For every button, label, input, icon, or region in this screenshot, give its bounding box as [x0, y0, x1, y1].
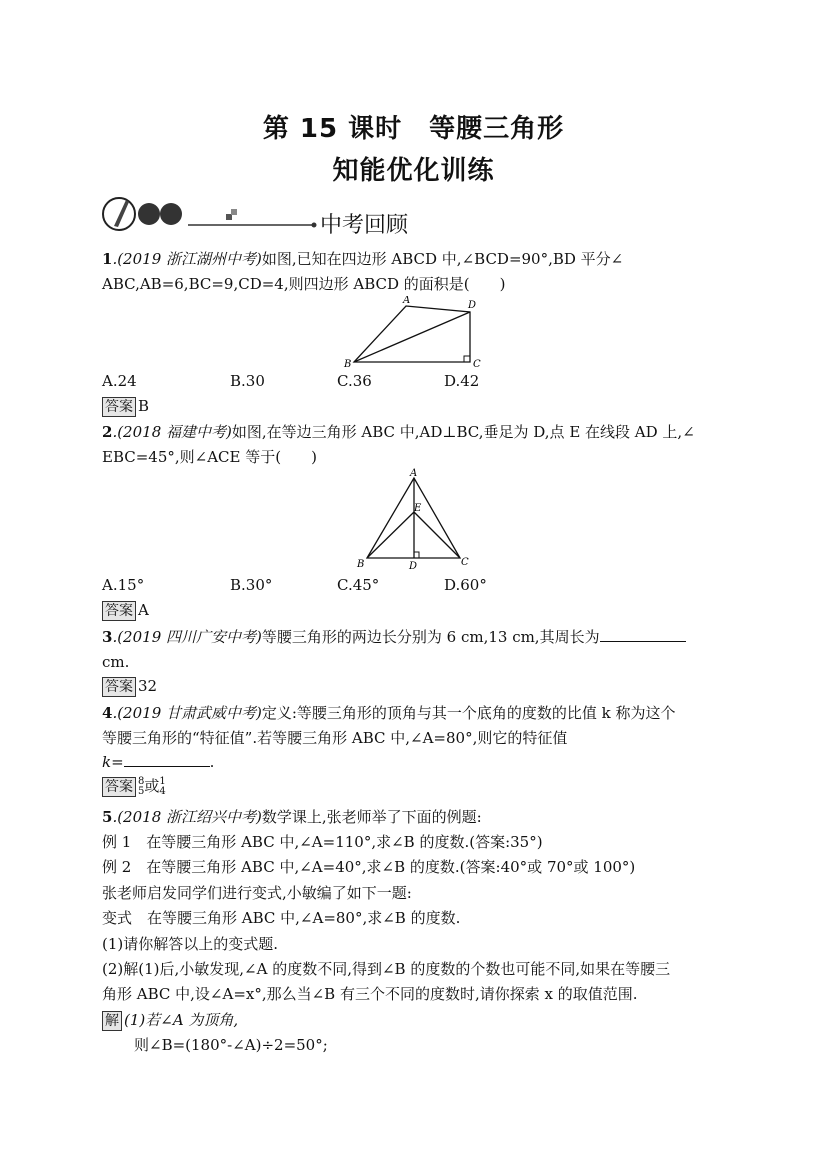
q2-label-a: A: [410, 468, 418, 479]
page-title: 第 15 课时 等腰三角形: [262, 114, 565, 144]
q4-line1: [102, 703, 676, 723]
q5-example-1: 例 1 在等腰三角形 ABC 中,∠A=110°,求∠B 的度数.(答案:35°): [102, 833, 543, 851]
q3-source: .(2019 四川广安中考): [112, 628, 262, 646]
q1-option-c: C.36: [337, 372, 372, 390]
q1-option-b: B.30: [230, 372, 265, 390]
q5-line1: [102, 807, 482, 827]
q3-answer: [102, 676, 157, 697]
q5-part2-line2: 角形 ABC 中,设∠A=x°,那么当∠B 有三个不同的度数时,请你探索 x 的取值范围.: [102, 985, 638, 1003]
q1-answer: [102, 396, 149, 417]
section-label: 中考回顾: [320, 213, 409, 238]
q3-blank[interactable]: [600, 627, 686, 642]
q4-answer: [102, 776, 166, 797]
q4-line3: [102, 752, 214, 772]
solution-label: 解: [102, 1011, 122, 1031]
q5-solution-2: 则∠B=(180°-∠A)÷2=50°;: [134, 1036, 328, 1054]
q3-text2: cm.: [102, 653, 130, 671]
q4-blank[interactable]: [124, 752, 210, 767]
q2-option-d: D.60°: [444, 576, 487, 594]
q4-source: .(2019 甘肃武威中考): [112, 704, 262, 722]
q1-line1: [102, 249, 623, 269]
q1-answer-value: B: [138, 397, 150, 415]
q4-f2-den: 4: [159, 786, 166, 797]
q1-option-a: A.24: [102, 372, 137, 390]
q5-part1: (1)请你解答以上的变式题.: [102, 935, 279, 953]
q5-text4: 张老师启发同学们进行变式,小敏编了如下一题:: [102, 884, 412, 902]
q1-source: .(2019 浙江湖州中考): [112, 250, 262, 268]
q4-text1: 定义:等腰三角形的顶角与其一个底角的度数的比值 k 称为这个: [261, 704, 676, 722]
q2-number: 2: [102, 423, 113, 441]
answer-label: 答案: [102, 677, 136, 697]
q2-text2: EBC=45°,则∠ACE 等于( ): [102, 448, 317, 466]
q4-text3: k=: [102, 753, 124, 771]
q2-text1: 如图,在等边三角形 ABC 中,AD⊥BC,垂足为 D,点 E 在线段 AD 上,∠: [231, 423, 695, 441]
page-subtitle: 知能优化训练: [332, 156, 495, 186]
q2-label-c: C: [461, 557, 469, 568]
q4-f1-num: 8: [138, 776, 145, 787]
q2-label-b: B: [357, 559, 365, 570]
q5-text1: 数学课上,张老师举了下面的例题:: [261, 808, 482, 826]
q3-answer-value: 32: [138, 677, 158, 695]
answer-label: 答案: [102, 397, 136, 417]
q3-number: 3: [102, 628, 113, 646]
q2-option-b: B.30°: [230, 576, 273, 594]
q4-text2: 等腰三角形的“特征值”.若等腰三角形 ABC 中,∠A=80°,则它的特征值: [102, 729, 568, 747]
q1-text2: ABC,AB=6,BC=9,CD=4,则四边形 ABCD 的面积是( ): [102, 275, 506, 293]
q1-text1: 如图,已知在四边形 ABCD 中,∠BCD=90°,BD 平分∠: [261, 250, 624, 268]
q5-solution-1: [102, 1010, 238, 1031]
q1-number: 1: [102, 250, 113, 268]
q1-label-a: A: [403, 296, 411, 306]
q2-answer: [102, 600, 149, 621]
q3-text1: 等腰三角形的两边长分别为 6 cm,13 cm,其周长为: [261, 628, 600, 646]
q2-line1: [102, 422, 695, 442]
q5-variant: 变式 在等腰三角形 ABC 中,∠A=80°,求∠B 的度数.: [102, 909, 461, 927]
answer-label: 答案: [102, 777, 136, 797]
q3-line1: [102, 627, 686, 647]
q5-example-2: 例 2 在等腰三角形 ABC 中,∠A=40°,求∠B 的度数.(答案:40°或 70°或 100°): [102, 858, 636, 876]
q2-answer-value: A: [138, 601, 149, 619]
q1-label-c: C: [473, 359, 481, 370]
q5-solution-text1: (1)若∠A 为顶角,: [124, 1011, 239, 1029]
q2-label-e: E: [414, 503, 422, 514]
q2-option-c: C.45°: [337, 576, 380, 594]
q4-answer-fraction-2: [159, 777, 165, 797]
q1-label-b: B: [344, 359, 352, 370]
q2-figure: [352, 466, 477, 572]
q4-f1-den: 5: [138, 786, 145, 797]
q5-source: .(2018 浙江绍兴中考): [112, 808, 262, 826]
answer-label: 答案: [102, 601, 136, 621]
q5-number: 5: [102, 808, 113, 826]
q4-number: 4: [102, 704, 113, 722]
q4-answer-sep: 或: [144, 777, 160, 795]
q5-part2-line1: (2)解(1)后,小敏发现,∠A 的度数不同,得到∠B 的度数的个数也可能不同,如果在等腰三: [102, 960, 671, 978]
q4-f2-num: 1: [159, 776, 166, 787]
q2-option-a: A.15°: [102, 576, 145, 594]
section-header: [100, 192, 440, 236]
q4-text3-end: .: [209, 753, 215, 771]
q1-figure: [340, 296, 490, 372]
q1-label-d: D: [468, 300, 477, 311]
q2-label-d: D: [409, 561, 418, 572]
q2-source: .(2018 福建中考): [112, 423, 232, 441]
q1-option-d: D.42: [444, 372, 480, 390]
